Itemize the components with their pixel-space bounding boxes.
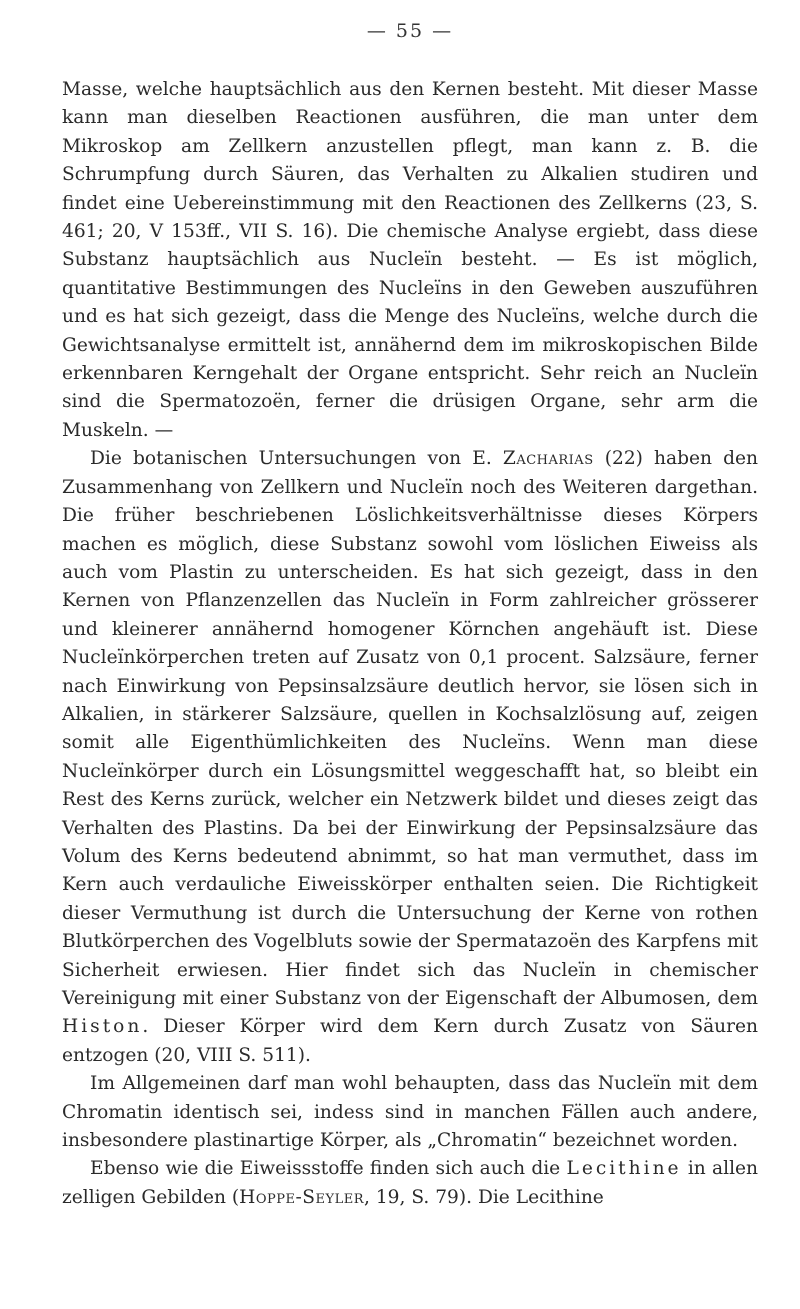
text-run: Die botanischen Untersuchungen von E.: [90, 448, 503, 470]
text-run: (22) haben den Zusammenhang von Zellkern und Nucleïn noch des Weiteren dargethan. Die früher beschriebenen Löslichkeitsverhältnisse dieses Körpers machen es möglich, diese Substanz sowohl vom löslichen Eiweiss als auch vom Plastin zu unterscheiden. Es hat sich gezeigt, dass in den Kernen von Pflanzenzellen das Nucleïn in Form zahlreicher grösserer und kleinerer annähernd homogener Körnchen angehäuft ist. Diese Nucleïnkörperchen treten auf Zusatz von 0,1 procent. Salzsäure, ferner nach Einwirkung von Pepsinsalzsäure deutlich hervor, sie lösen sich in Alkalien, in stärkerer Salzsäure, quellen in Kochsalzlösung auf, zeigen somit alle Eigenthümlichkeiten des Nucleïns. Wenn man diese Nucleïnkörper durch ein Lösungsmittel weggeschafft hat, so bleibt ein Rest des Kerns zurück, welcher ein Netzwerk bildet und dieses zeigt das Verhalten des Plastins. Da bei der Einwirkung der Pepsinsalzsäure das Volum des Kerns bedeutend abnimmt, so hat man vermuthet, dass im Kern auch verdauliche Eiweisskörper enthalten seien. Die Richtigkeit dieser Vermuthung ist durch die Untersuchung der Kerne von rothen Blutkörperchen des Vogelbluts sowie der Spermatazoën des Karpfens mit Sicherheit erwiesen. Hier findet sich das Nucleïn in chemischer Vereinigung mit einer Substanz von der Eigenschaft der Albumosen, dem: [62, 448, 758, 1009]
paragraph: [62, 1155, 758, 1212]
paragraph: [62, 76, 758, 445]
text-run: . Dieser Körper wird dem Kern durch Zusatz von Säuren entzogen (20, VIII S. 511).: [62, 1016, 758, 1066]
author-name: Hoppe-Seyler: [239, 1186, 365, 1208]
text-run: Ebenso wie die Eiweissstoffe finden sich auch die: [90, 1158, 567, 1180]
body-text: [62, 76, 758, 1212]
text-run: Masse, welche hauptsächlich aus den Kernen besteht. Mit dieser Masse kann man dieselben Reactionen ausführen, die man unter dem Mikroskop am Zellkern anzustellen pflegt, man kann z. B. die Schrumpfung durch Säuren, das Verhalten zu Alkalien studiren und findet eine Uebereinstimmung mit den Reactionen des Zellkerns (23, S. 461; 20, V 153ff., VII S. 16). Die chemische Analyse ergiebt, dass diese Substanz hauptsächlich aus Nucleïn besteht. — Es ist möglich, quantitative Bestimmungen des Nucleïns in den Geweben auszuführen und es hat sich gezeigt, dass die Menge des Nucleïns, welche durch die Gewichtsanalyse ermittelt ist, annähernd dem im mikroskopischen Bilde erkennbaren Kerngehalt der Organe entspricht. Sehr reich an Nucleïn sind die Spermatozoën, ferner die drüsigen Organe, sehr arm die Muskeln. —: [62, 79, 758, 441]
text-run: in allen zelligen Gebilden (: [62, 1158, 758, 1208]
page-number: — 55 —: [366, 20, 454, 42]
emphasized-term: Histon: [62, 1016, 143, 1038]
text-run: Im Allgemeinen darf man wohl behaupten, dass das Nucleïn mit dem Chromatin identisch sei, indess sind in manchen Fällen auch andere, insbesondere plastinartige Körper, als „Chromatin“ bezeichnet worden.: [62, 1073, 758, 1152]
paragraph: [62, 445, 758, 1070]
paragraph: [62, 1070, 758, 1155]
text-run: , 19, S. 79). Die Lecithine: [364, 1186, 604, 1208]
emphasized-term: Lecithine: [566, 1158, 682, 1180]
author-name: Zacharias: [502, 448, 594, 470]
